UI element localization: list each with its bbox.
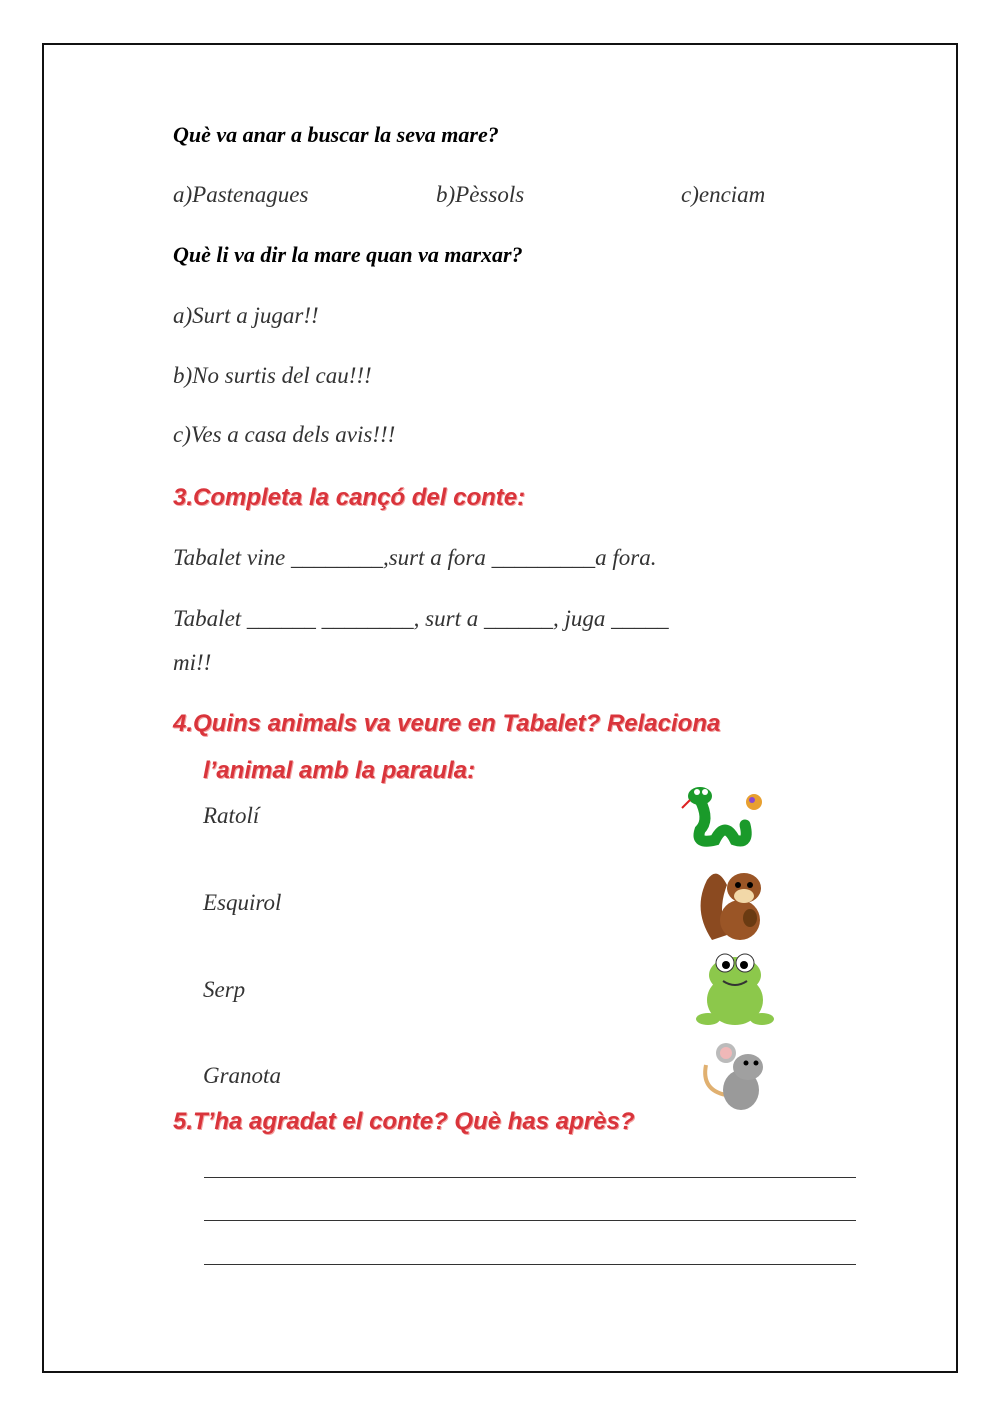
section-5-heading: 5.T’ha agradat el conte? Què has après? — [173, 1108, 635, 1135]
q2-option-c: c)Ves a casa dels avis!!! — [173, 422, 396, 447]
frog-icon — [690, 945, 780, 1030]
snake-icon — [680, 780, 770, 850]
question-2: Què li va dir la mare quan va marxar? — [173, 242, 523, 267]
word-esquirol: Esquirol — [203, 890, 282, 915]
q2-option-b: b)No surtis del cau!!! — [173, 363, 372, 388]
answer-line-3[interactable] — [204, 1264, 856, 1265]
section-4-heading-cont: l’animal amb la paraula: — [203, 757, 476, 784]
word-granota: Granota — [203, 1063, 281, 1088]
q2-option-a: a)Surt a jugar!! — [173, 303, 319, 328]
mouse-icon — [696, 1035, 776, 1115]
answer-line-2[interactable] — [204, 1220, 856, 1221]
word-serp: Serp — [203, 977, 246, 1002]
song-line-2: Tabalet ______ ________, surt a ______, juga _____ — [173, 606, 669, 631]
question-1: Què va anar a buscar la seva mare? — [173, 122, 499, 147]
song-line-3: mi!! — [173, 650, 212, 675]
section-4-heading: 4.Quins animals va veure en Tabalet? Relaciona — [173, 710, 721, 737]
song-line-1: Tabalet vine ________,surt a fora _________a fora. — [173, 545, 657, 570]
q1-option-c: c)enciam — [681, 182, 766, 207]
word-ratoli: Ratolí — [203, 803, 260, 828]
answer-line-1[interactable] — [204, 1177, 856, 1178]
squirrel-icon — [692, 860, 772, 945]
q1-option-a: a)Pastenagues — [173, 182, 309, 207]
section-3-heading: 3.Completa la cançó del conte: — [173, 484, 526, 511]
q1-option-b: b)Pèssols — [436, 182, 525, 207]
